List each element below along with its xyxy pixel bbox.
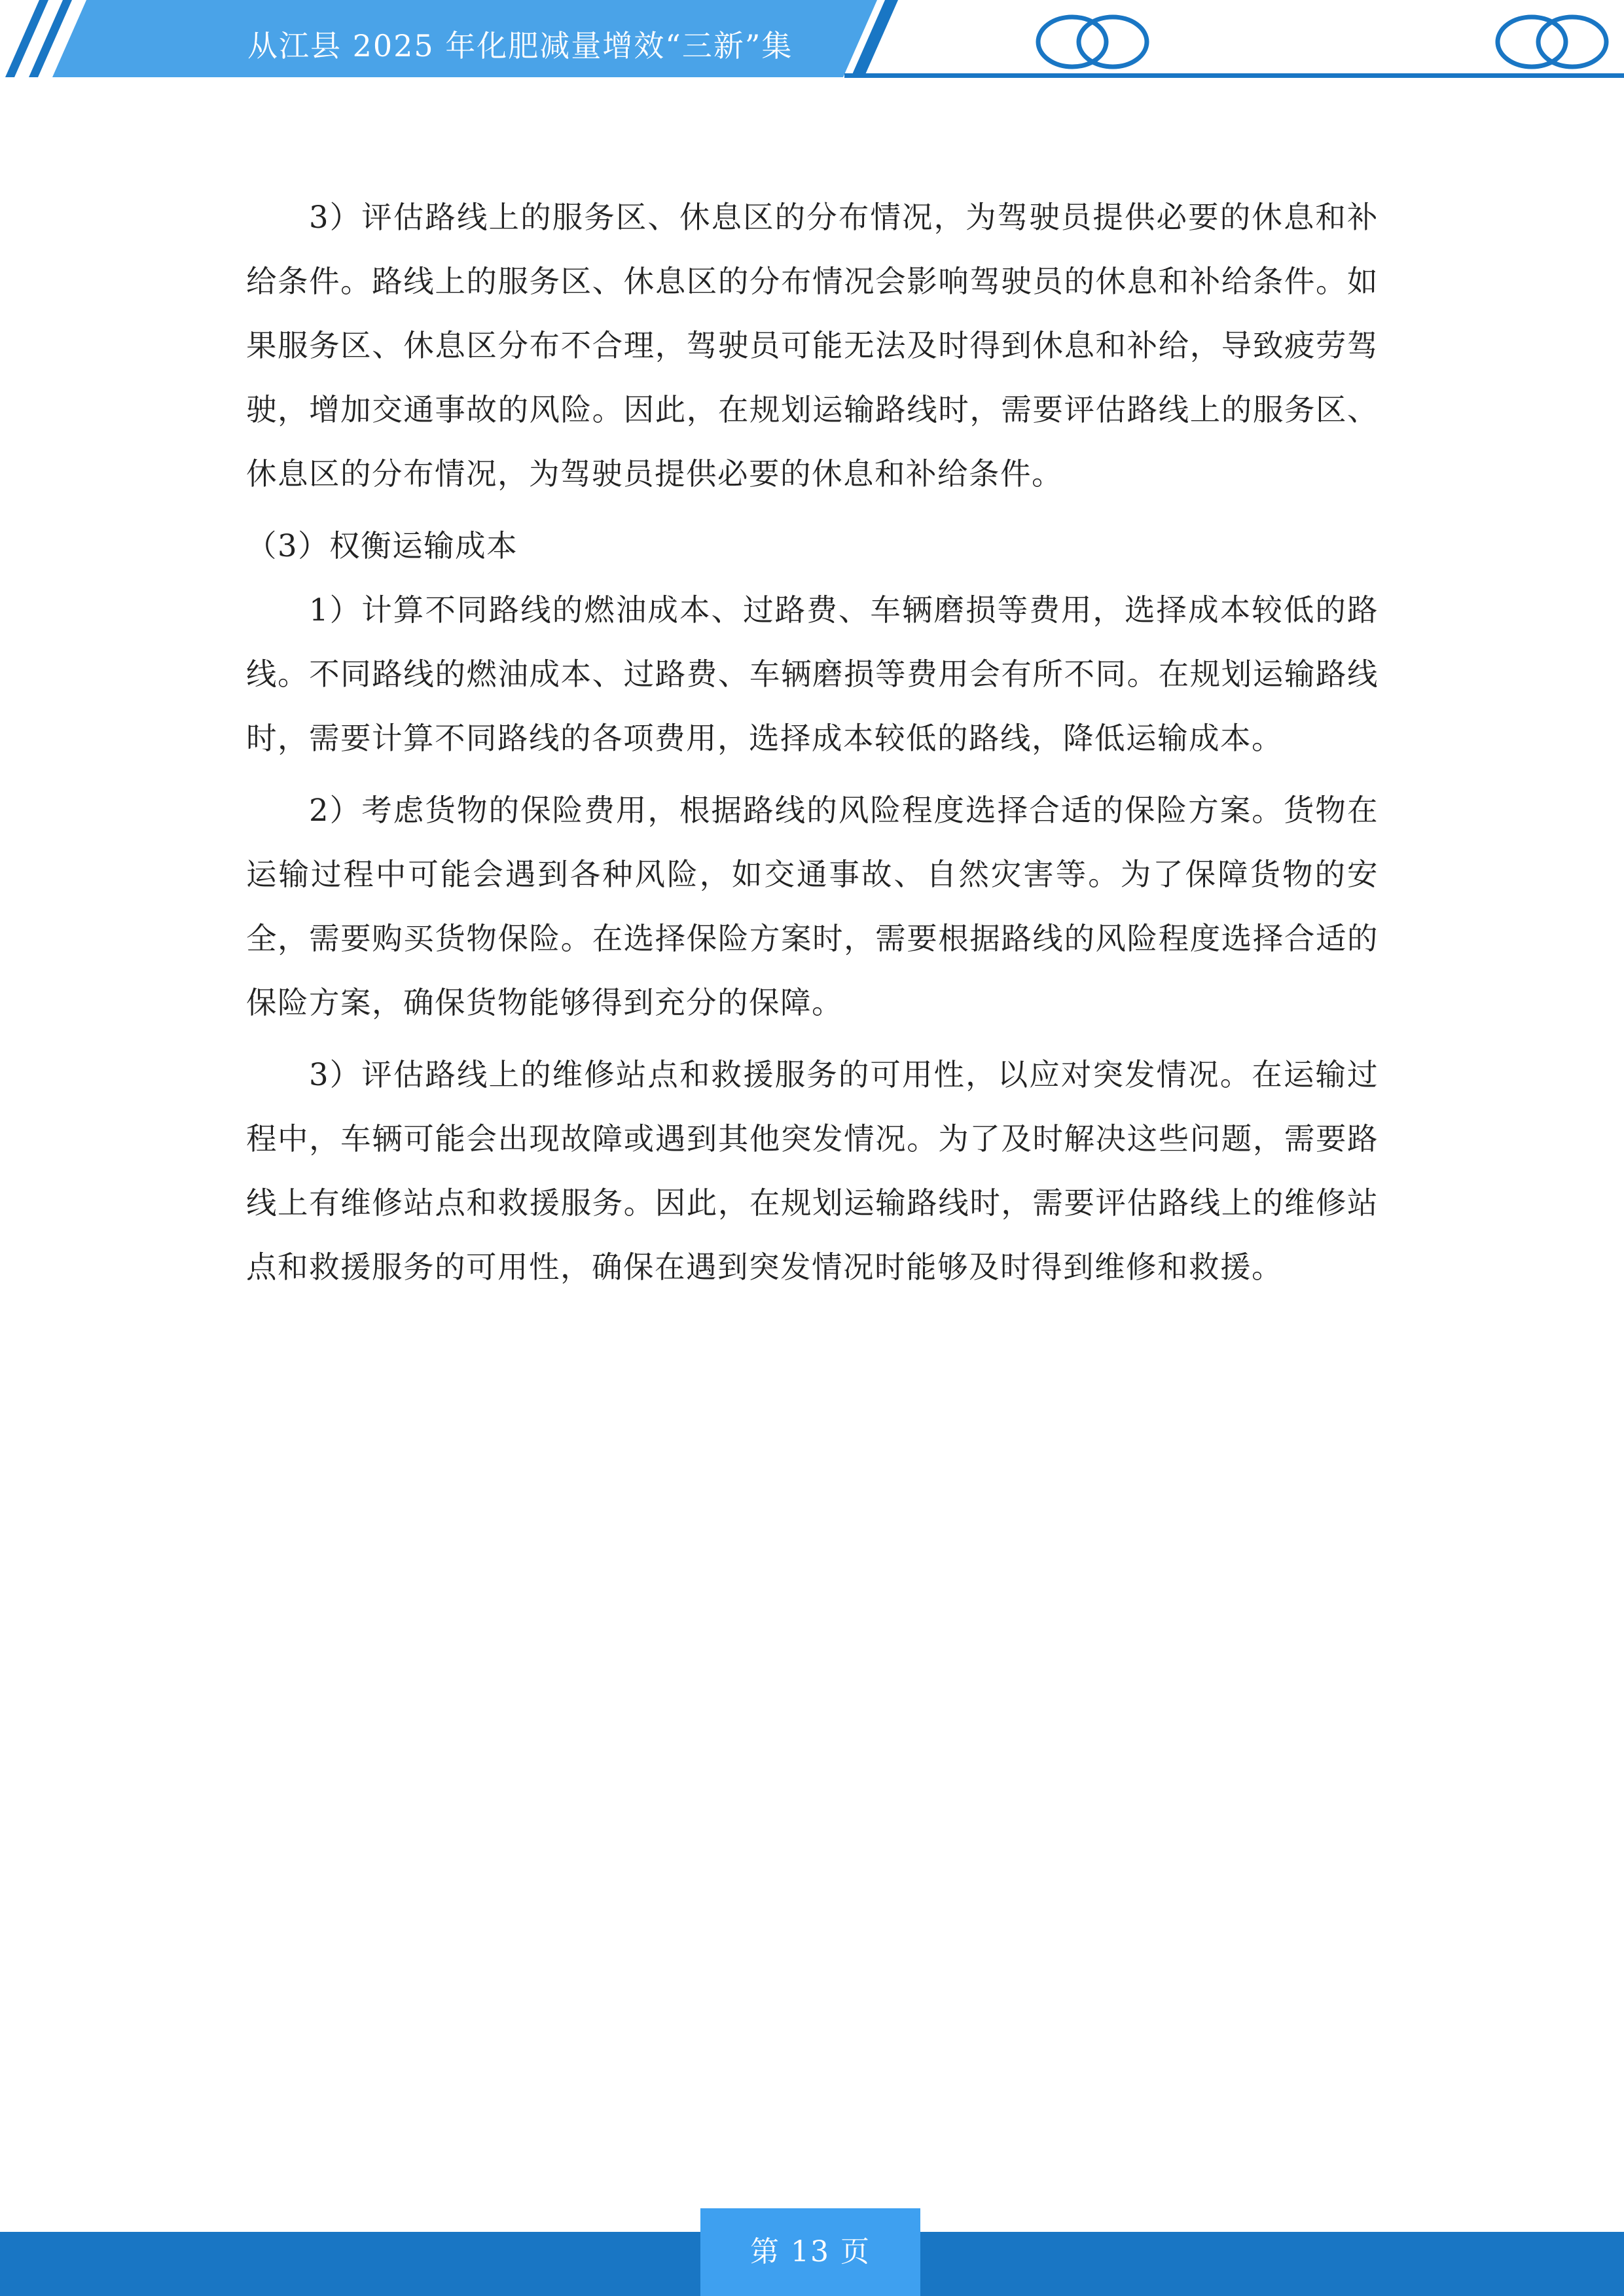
- paragraph: 1）计算不同路线的燃油成本、过路费、车辆磨损等费用，选择成本较低的路线。不同路线的燃油成本、过路费、车辆磨损等费用会有所不同。在规划运输路线时，需要计算不同路线的各项费用，选择成本较低的路线，降低运输成本。: [246, 592, 1379, 756]
- paragraph: 3）评估路线上的维修站点和救援服务的可用性，以应对突发情况。在运输过程中，车辆可能会出现故障或遇到其他突发情况。为了及时解决这些问题，需要路线上有维修站点和救援服务。因此，在规划运输路线时，需要评估路线上的维修站点和救援服务的可用性，确保在遇到突发情况时能够及时得到维修和救援。: [246, 1057, 1379, 1285]
- section-heading: （3）权衡运输成本: [246, 528, 518, 564]
- header-title: 从江县 2025 年化肥减量增效“三新”集: [247, 28, 793, 63]
- paragraph: 3）评估路线上的服务区、休息区的分布情况，为驾驶员提供必要的休息和补给条件。路线上的服务区、休息区的分布情况会影响驾驶员的休息和补给条件。如果服务区、休息区分布不合理，驾驶员可能无法及时得到休息和补给，导致疲劳驾驶，增加交通事故的风险。因此，在规划运输路线时，需要评估路线上的服务区、休息区的分布情况，为驾驶员提供必要的休息和补给条件。: [246, 200, 1379, 492]
- header-rule: [844, 73, 1624, 78]
- page-number: 第 13 页: [700, 2208, 920, 2296]
- ring-logo-icon: [1038, 17, 1147, 67]
- ring-logo-icon: [1498, 17, 1606, 67]
- page-header: [0, 0, 1624, 85]
- document-body: [246, 185, 1379, 1307]
- paragraph: 2）考虑货物的保险费用，根据路线的风险程度选择合适的保险方案。货物在运输过程中可能会遇到各种风险，如交通事故、自然灾害等。为了保障货物的安全，需要购买货物保险。在选择保险方案时，需要根据路线的风险程度选择合适的保险方案，确保货物能够得到充分的保障。: [246, 793, 1379, 1020]
